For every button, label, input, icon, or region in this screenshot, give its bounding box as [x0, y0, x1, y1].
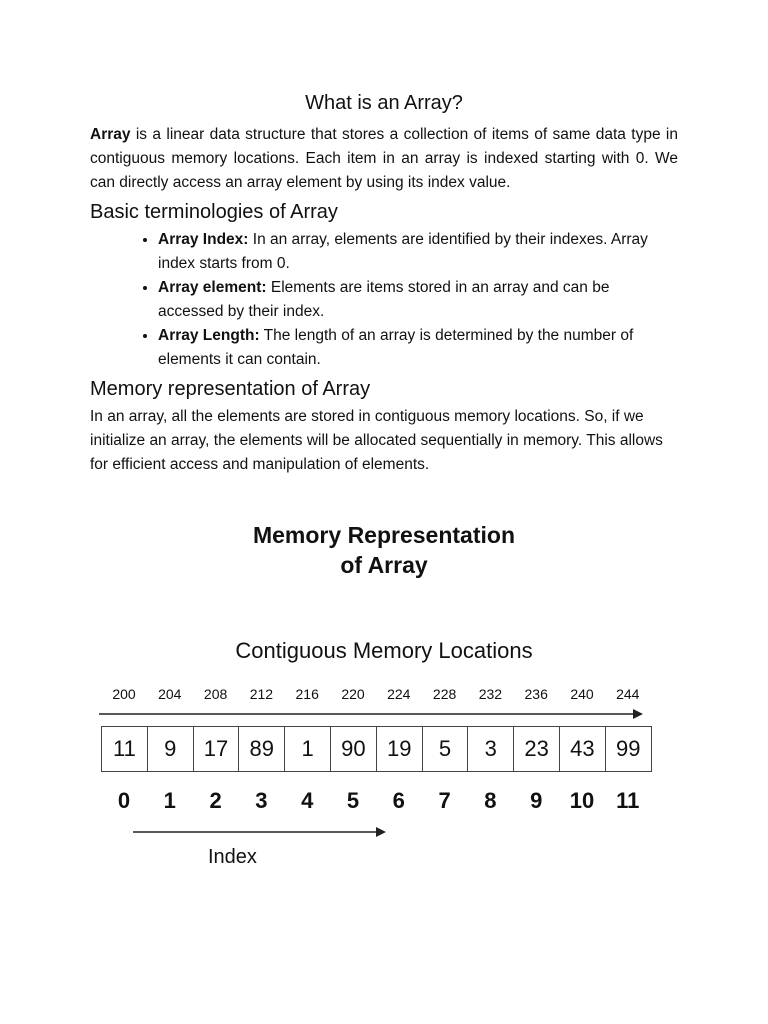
memory-address: 220 [341, 686, 365, 702]
array-cell: 89 [238, 726, 285, 772]
array-cell: 9 [147, 726, 194, 772]
array-index: 11 [616, 788, 640, 813]
memory-address: 204 [158, 686, 182, 702]
array-cell: 5 [422, 726, 469, 772]
term-description: The length of an array is determined by the number of elements it can contain. [158, 327, 634, 368]
diagram-subtitle: Contiguous Memory Locations [235, 638, 533, 663]
array-cell: 90 [330, 726, 377, 772]
array-cell: 99 [605, 726, 652, 772]
array-cell: 11 [101, 726, 148, 772]
array-cell: 43 [559, 726, 606, 772]
term-label: Array Index: [158, 231, 249, 248]
diagram-title-line2: of Array [340, 552, 428, 578]
index-label: Index [208, 846, 257, 868]
memory-address: 236 [524, 686, 548, 702]
diagram-title-line1: Memory Representation [252, 522, 515, 548]
array-cell: 3 [467, 726, 514, 772]
list-item [158, 276, 678, 324]
array-index: 9 [530, 788, 543, 813]
array-index: 1 [163, 788, 176, 813]
memory-address: 240 [570, 686, 594, 702]
memory-address: 212 [249, 686, 274, 702]
memory-address: 232 [478, 686, 503, 702]
term-description: Elements are items stored in an array and can be accessed by their index. [158, 279, 610, 320]
memory-address: 244 [616, 686, 640, 702]
memory-paragraph: In an array, all the elements are stored in contiguous memory locations. So, if we initialize an array, the elements will be allocated sequentially in memory. This allows for efficient access and manipulation of elements. [90, 408, 663, 473]
list-item [158, 324, 678, 372]
address-arrow-head [633, 709, 643, 719]
term-label: Array element: [158, 279, 267, 296]
array-cell: 19 [376, 726, 423, 772]
array-cell: 17 [193, 726, 240, 772]
array-cell: 23 [513, 726, 560, 772]
memory-address: 216 [295, 686, 319, 702]
intro-bold-term: Array [90, 126, 131, 143]
intro-text: is a linear data structure that stores a collection of items of same data type in contiguous memory locations. Each item in an array is indexed starting with 0. We can directly access an array element by using its index value. [90, 126, 678, 191]
array-index: 7 [438, 788, 451, 813]
terminology-list [90, 228, 678, 372]
section-heading-terminologies: Basic terminologies of Array [90, 201, 338, 223]
page-title: What is an Array? [305, 92, 463, 114]
memory-address: 228 [432, 686, 457, 702]
term-label: Array Length: [158, 327, 260, 344]
intro-paragraph [90, 123, 678, 195]
memory-address: 200 [112, 686, 136, 702]
array-index: 4 [301, 788, 314, 813]
memory-address: 208 [203, 686, 228, 702]
document-body [90, 92, 678, 477]
array-cell: 1 [284, 726, 331, 772]
array-index: 0 [117, 788, 131, 813]
array-index: 6 [392, 788, 405, 813]
index-arrow-head [376, 827, 386, 837]
array-index: 3 [255, 788, 268, 813]
section-heading-memory: Memory representation of Array [90, 378, 371, 400]
array-index: 5 [346, 788, 360, 813]
array-index: 8 [484, 788, 497, 813]
array-index: 2 [209, 788, 222, 813]
term-description: In an array, elements are identified by their indexes. Array index starts from 0. [158, 231, 648, 272]
memory-address: 224 [387, 686, 411, 702]
memory-diagram [0, 510, 768, 890]
array-index: 10 [569, 788, 595, 813]
list-item [158, 228, 678, 276]
